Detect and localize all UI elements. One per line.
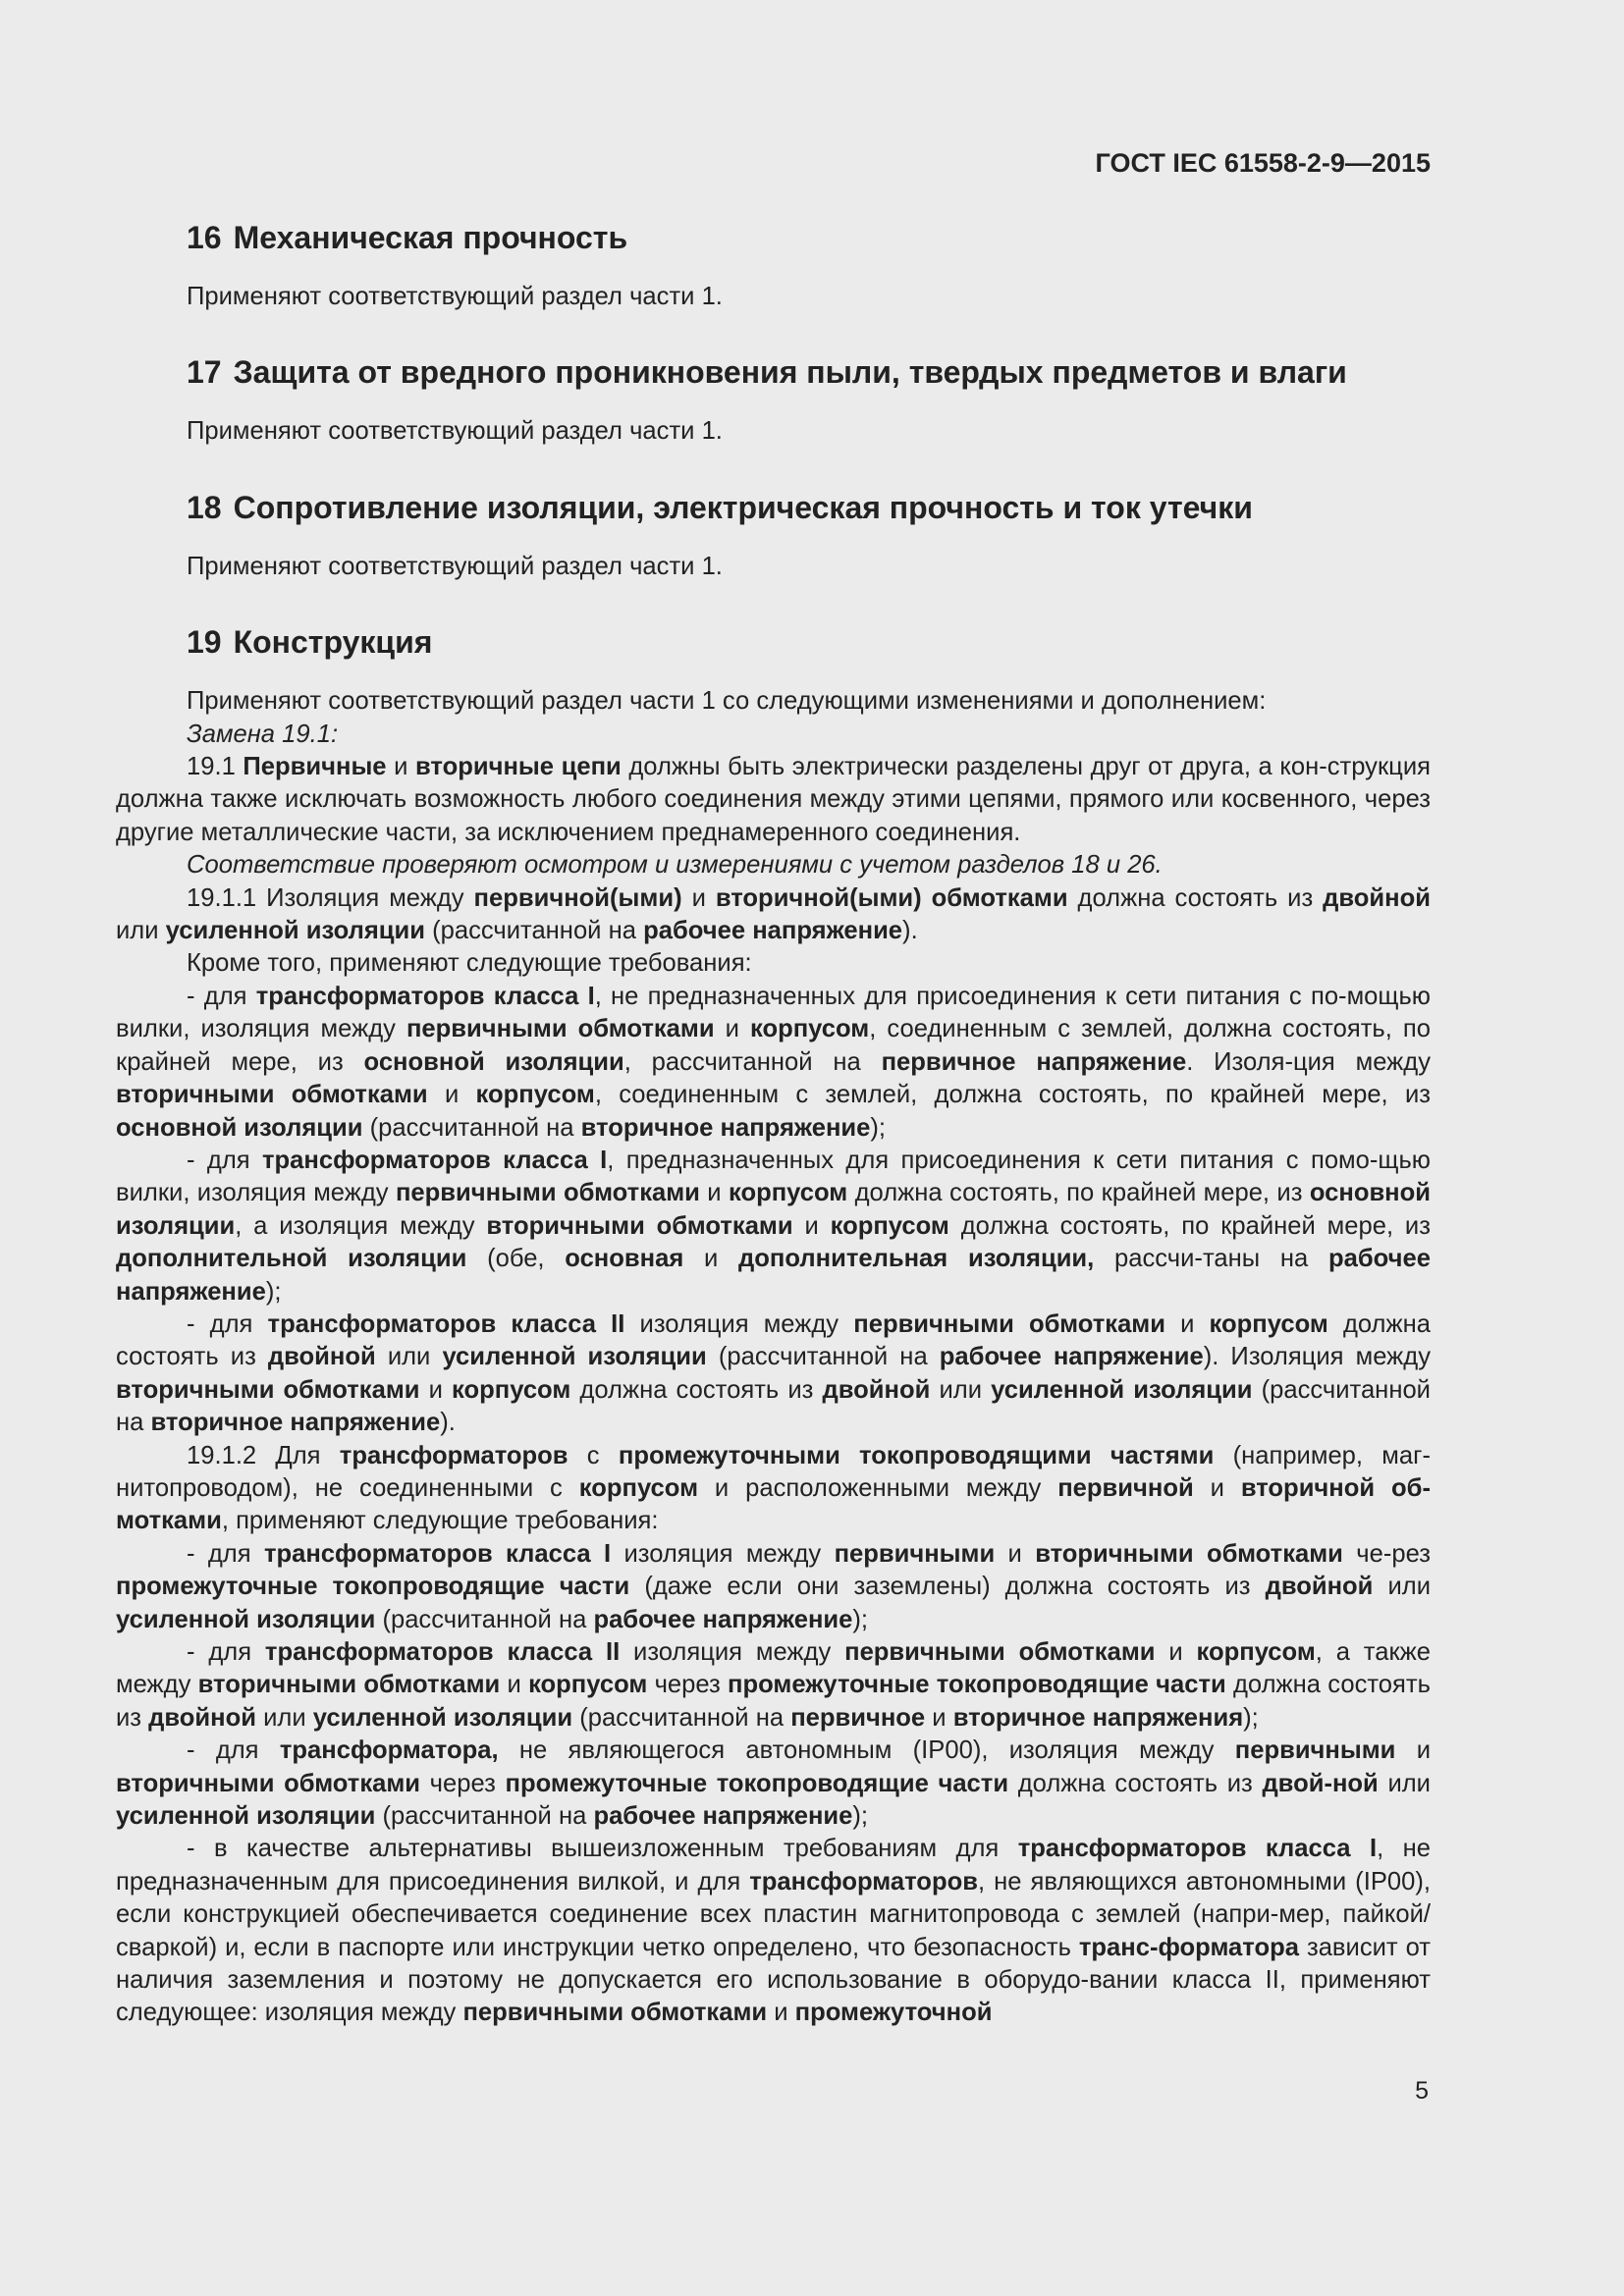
text-run: изоляция между xyxy=(611,1539,835,1568)
document-body xyxy=(116,218,1431,2030)
text-run: 19.1.1 Изоляция между xyxy=(187,883,474,912)
section-16-text: Применяют соответствующий раздел части 1. xyxy=(187,283,723,310)
page-number: 5 xyxy=(1415,2077,1429,2105)
section-19-text: Применяют соответствующий раздел части 1 со следующими изменениями и дополнением: xyxy=(187,687,1267,716)
defined-term: трансформаторов класса II xyxy=(264,1638,621,1666)
text-run: (например, маг-нитопроводом), не соединенными с xyxy=(116,1441,1431,1502)
defined-term: основной изоляции xyxy=(116,1113,363,1142)
defined-term: корпусом xyxy=(749,1015,870,1043)
defined-term: промежуточные токопроводящие части xyxy=(728,1671,1226,1699)
text-run: 19.1.2 Для xyxy=(187,1441,340,1469)
defined-term: первичной(ыми) xyxy=(473,883,682,912)
defined-term: трансформаторов класса I xyxy=(1017,1835,1378,1863)
defined-term: Первичные xyxy=(243,753,387,781)
text-run: , применяют следующие требования: xyxy=(221,1507,659,1535)
defined-term: усиленной изоляции xyxy=(165,917,425,945)
defined-term: вторичными обмотками xyxy=(486,1211,793,1240)
defined-term: усиленной изоляции xyxy=(116,1802,376,1831)
defined-term: вторичное напряжение xyxy=(150,1409,441,1437)
section-18-text: Применяют соответствующий раздел части 1. xyxy=(187,552,723,580)
defined-term: дополнительной изоляции xyxy=(116,1245,467,1273)
section-19-title xyxy=(187,622,1431,662)
defined-term: вторичными обмотками xyxy=(116,1375,420,1404)
text-run: и расположенными между xyxy=(698,1473,1058,1502)
section-number: 19 xyxy=(187,624,222,661)
text-run: - для xyxy=(187,1736,280,1765)
text-run: и xyxy=(1155,1638,1197,1666)
defined-term: первичными xyxy=(1234,1736,1396,1765)
defined-term: первичными обмотками xyxy=(462,1999,768,2027)
defined-term: промежуточные токопроводящие части xyxy=(505,1769,1009,1797)
defined-term: корпусом xyxy=(452,1375,571,1404)
text-run: (даже если они заземлены) должна состоять из xyxy=(629,1573,1266,1601)
section-heading: Сопротивление изоляции, электрическая прочность и ток утечки xyxy=(233,489,1253,525)
text-run: с xyxy=(568,1441,619,1469)
defined-term: основной изоляции xyxy=(363,1047,624,1076)
text-run: че-рез xyxy=(1342,1539,1431,1568)
text-run: или xyxy=(930,1375,992,1404)
text-run: и xyxy=(699,1179,729,1207)
text-run: и xyxy=(925,1703,953,1732)
text-run: , не являющихся автономными (IP00), если конструкцией обеспечивается соединение всех пластин магнитопровода с землей (напри-мер, пайкой/сваркой) и, если в паспорте или инструкции четко определено, что безопасность xyxy=(116,1867,1431,1961)
text-run: , а также между xyxy=(116,1638,1431,1699)
defined-term: первичными обмотками xyxy=(395,1179,700,1207)
defined-term: рабочее напряжение xyxy=(643,917,903,945)
defined-term: первичными обмотками xyxy=(844,1638,1156,1666)
additional-requirements-intro: Кроме того, применяют следующие требования: xyxy=(187,949,752,978)
text-run: должна состоять из xyxy=(1067,883,1324,912)
text-run: , не предназначенным для присоединения вилкой, и для xyxy=(116,1835,1431,1896)
text-run: и xyxy=(767,1999,795,2027)
text-run: зависит от наличия заземления и поэтому не допускается его использование в оборудо-вании класса II, применяют следующее: изоляция между xyxy=(116,1933,1431,2027)
defined-term: вторичное напряжение xyxy=(580,1113,871,1142)
text-run: , не предназначенных для присоединения к сети питания с по-мощью вилки, изоляция между xyxy=(116,982,1431,1043)
requirement-item-7 xyxy=(116,1833,1431,2029)
clause-19-1-1 xyxy=(116,882,1431,948)
text-run: - для xyxy=(187,1638,265,1666)
defined-term: усиленной изоляции xyxy=(312,1703,573,1732)
defined-term: корпусом xyxy=(1196,1638,1316,1666)
defined-term: транс-форматора xyxy=(1078,1933,1299,1961)
defined-term: двойной xyxy=(1265,1573,1374,1601)
text-run: и xyxy=(792,1211,831,1240)
text-run: (рассчитанной на xyxy=(424,917,644,945)
defined-term: усиленной изоляции xyxy=(442,1343,707,1371)
defined-term: корпусом xyxy=(578,1473,699,1502)
text-run: должна состоять, по крайней мере, из xyxy=(847,1179,1310,1207)
section-16-title xyxy=(187,218,1431,257)
defined-term: вторичными обмотками xyxy=(116,1769,421,1797)
text-run: должна состоять из xyxy=(570,1375,823,1404)
text-run: ); xyxy=(870,1113,887,1142)
text-run: и xyxy=(681,883,716,912)
text-run: (рассчитанной на xyxy=(362,1113,581,1142)
document-header: ГОСТ IEC 61558-2-9—2015 xyxy=(1095,148,1431,178)
defined-term: рабочее напряжение xyxy=(593,1605,853,1633)
defined-term: первичное напряжение xyxy=(881,1047,1187,1076)
defined-term: усиленной изоляции xyxy=(116,1605,376,1633)
requirement-item-3 xyxy=(116,1308,1431,1440)
text-run: изоляция между xyxy=(624,1309,854,1338)
requirement-item-5 xyxy=(116,1636,1431,1735)
requirement-item-1 xyxy=(116,981,1431,1145)
defined-term: трансформаторов класса I xyxy=(263,1539,612,1568)
defined-term: вторичными обмотками xyxy=(197,1671,501,1699)
defined-term: вторичными обмотками xyxy=(1035,1539,1343,1568)
text-run: должна состоять из xyxy=(116,1671,1431,1732)
defined-term: двойной xyxy=(1323,883,1431,912)
text-run: не являющегося автономным (IP00), изоляция между xyxy=(498,1736,1235,1765)
defined-term: промежуточными токопроводящими частями xyxy=(618,1441,1215,1469)
text-run: ). xyxy=(902,917,918,945)
text-run: или xyxy=(375,1343,443,1371)
text-run: и xyxy=(500,1671,529,1699)
text-run: ). xyxy=(440,1409,456,1437)
text-run: - в качестве альтернативы вышеизложенным требованиям для xyxy=(187,1835,1018,1863)
text-run: должна состоять из xyxy=(1008,1769,1263,1797)
text-run: или xyxy=(256,1703,313,1732)
requirement-item-6 xyxy=(116,1735,1431,1833)
requirement-item-2 xyxy=(116,1145,1431,1308)
defined-term: дополнительная изоляции, xyxy=(738,1245,1095,1273)
text-run: и xyxy=(683,1245,739,1273)
defined-term: усиленной изоляции xyxy=(991,1375,1253,1404)
text-run: и xyxy=(419,1375,453,1404)
requirement-item-4 xyxy=(116,1538,1431,1636)
defined-term: рабочее напряжение xyxy=(939,1343,1204,1371)
defined-term: корпусом xyxy=(830,1211,949,1240)
text-run: изоляция между xyxy=(620,1638,845,1666)
defined-term: промежуточные токопроводящие части xyxy=(116,1573,630,1601)
section-heading: Защита от вредного проникновения пыли, твердых предметов и влаги xyxy=(233,354,1347,391)
section-heading: Механическая прочность xyxy=(233,220,628,255)
defined-term: вторичное напряжения xyxy=(952,1703,1244,1732)
text-run: ); xyxy=(1243,1703,1259,1732)
replacement-note: Замена 19.1: xyxy=(187,720,339,748)
defined-term: трансформаторов xyxy=(749,1867,978,1896)
defined-term: первичными обмотками xyxy=(406,1015,715,1043)
defined-term: трансформаторов класса I xyxy=(255,982,595,1010)
text-run: (рассчитанной на xyxy=(375,1605,594,1633)
defined-term: вторичной об-мотками xyxy=(116,1473,1431,1535)
text-run: 19.1 xyxy=(187,753,244,781)
defined-term: промежуточной xyxy=(794,1999,993,2027)
defined-term: рабочее напряжение xyxy=(593,1802,853,1831)
text-run: и xyxy=(995,1539,1036,1568)
section-17-text: Применяют соответствующий раздел части 1. xyxy=(187,417,723,446)
text-run: - для xyxy=(187,1539,264,1568)
text-run: и xyxy=(386,753,416,781)
text-run: , соединенным с землей, должна состоять, по крайней мере, из xyxy=(116,1015,1431,1076)
compliance-check-note: Соответствие проверяют осмотром и измерениями с учетом разделов 18 и 26. xyxy=(187,851,1163,880)
text-run: ); xyxy=(852,1802,869,1831)
defined-term: первичное xyxy=(790,1703,926,1732)
text-run: через xyxy=(647,1671,729,1699)
defined-term: трансформаторов класса II xyxy=(267,1309,625,1338)
text-run: через xyxy=(420,1769,506,1797)
text-run: и xyxy=(1193,1473,1241,1502)
text-run: - для xyxy=(187,1146,262,1174)
defined-term: двойной xyxy=(822,1375,931,1404)
text-run: - для xyxy=(187,1309,268,1338)
defined-term: трансформаторов класса I xyxy=(262,1146,608,1174)
clause-19-1 xyxy=(116,751,1431,849)
text-run: и xyxy=(714,1015,750,1043)
defined-term: трансформаторов xyxy=(339,1441,568,1469)
text-run: ); xyxy=(265,1277,282,1306)
text-run: (рассчитанной на xyxy=(375,1802,594,1831)
text-run: должны быть электрически разделены друг от друга, а кон-струкция должна также исключать возможность любого соединения между этими цепями, прямого или косвенного, через другие металлические части, за исключением преднамеренного соединения. xyxy=(116,753,1431,846)
section-number: 16 xyxy=(187,220,222,255)
defined-term: рабочее напряжение xyxy=(116,1245,1431,1306)
text-run: должна состоять из xyxy=(116,1309,1431,1371)
defined-term: корпусом xyxy=(1209,1309,1328,1338)
defined-term: двойной xyxy=(148,1703,256,1732)
defined-term: первичными xyxy=(834,1539,996,1568)
defined-term: основной изоляции xyxy=(116,1179,1432,1240)
section-number: 18 xyxy=(187,489,222,525)
text-run: - для xyxy=(187,982,256,1010)
text-run: , рассчитанной на xyxy=(623,1047,882,1076)
defined-term: вторичной(ыми) обмотками xyxy=(715,883,1068,912)
section-18-title xyxy=(187,488,1431,527)
text-run: и xyxy=(1164,1309,1210,1338)
text-run: и xyxy=(427,1081,476,1109)
defined-term: вторичные цепи xyxy=(415,753,622,781)
text-run: , соединенным с землей, должна состоять, по крайней мере, из xyxy=(594,1081,1431,1109)
defined-term: вторичными обмотками xyxy=(116,1081,428,1109)
text-run: и xyxy=(1395,1736,1431,1765)
defined-term: двой-ной xyxy=(1262,1769,1379,1797)
text-run: (рассчитанной на xyxy=(116,1375,1431,1437)
defined-term: корпусом xyxy=(728,1179,848,1207)
defined-term: двойной xyxy=(267,1343,376,1371)
defined-term: основная xyxy=(565,1245,684,1273)
text-run: (рассчитанной на xyxy=(706,1343,940,1371)
text-run: или xyxy=(116,917,166,945)
section-17-title xyxy=(187,352,1431,392)
section-heading: Конструкция xyxy=(233,624,433,661)
clause-19-1-2 xyxy=(116,1440,1431,1538)
section-number: 17 xyxy=(187,354,222,391)
text-run: . Изоля-ция между xyxy=(1186,1047,1432,1076)
text-run: (обе, xyxy=(466,1245,566,1273)
text-run: , а изоляция между xyxy=(235,1211,487,1240)
text-run: или xyxy=(1373,1573,1431,1601)
text-run: должна состоять, по крайней мере, из xyxy=(948,1211,1431,1240)
defined-term: первичными обмотками xyxy=(853,1309,1165,1338)
defined-term: корпусом xyxy=(528,1671,648,1699)
text-run: или xyxy=(1378,1769,1431,1797)
text-run: рассчи-таны на xyxy=(1094,1245,1328,1273)
defined-term: корпусом xyxy=(475,1081,595,1109)
defined-term: первичной xyxy=(1057,1473,1194,1502)
text-run: ); xyxy=(852,1605,869,1633)
text-run: ). Изоляция между xyxy=(1203,1343,1432,1371)
text-run: (рассчитанной на xyxy=(572,1703,791,1732)
defined-term: трансформатора, xyxy=(279,1736,499,1765)
text-run: , предназначенных для присоединения к сети питания с помо-щью вилки, изоляция между xyxy=(116,1146,1431,1207)
